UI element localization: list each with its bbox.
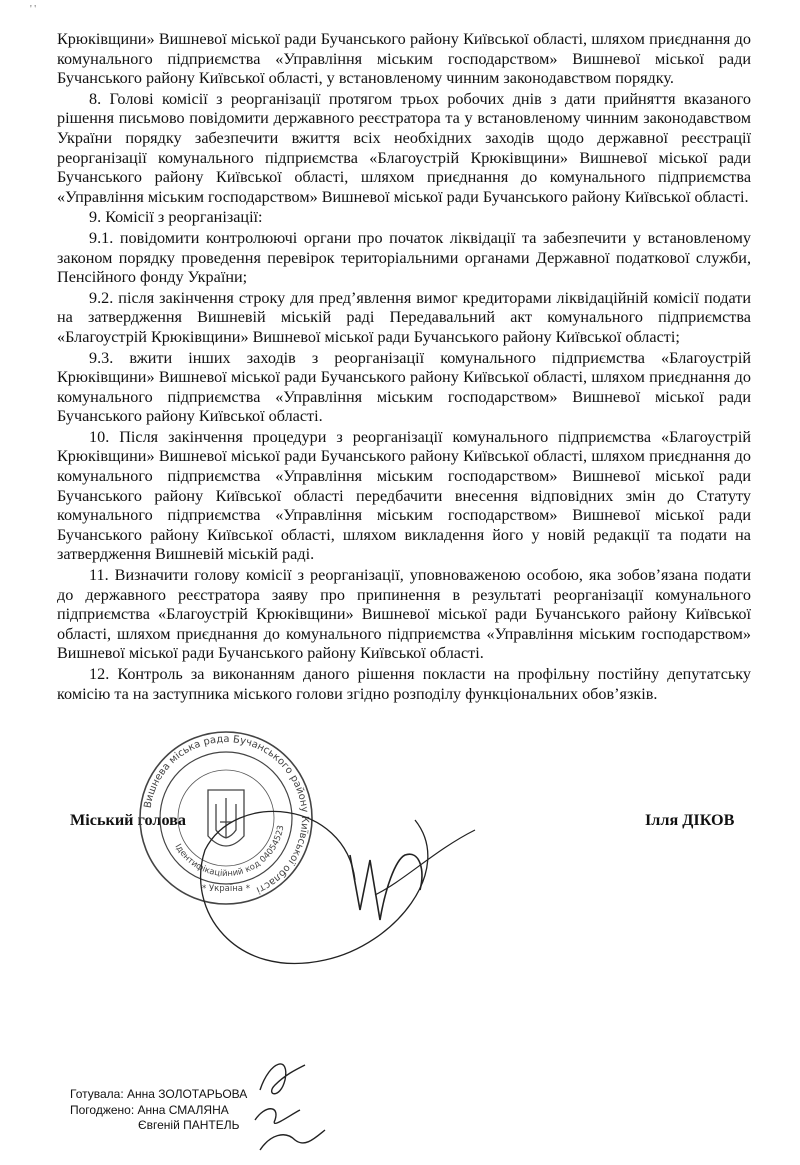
handwritten-signature [172, 760, 505, 980]
paragraph: 9. Комісії з реорганізації: [89, 208, 263, 227]
stamp-outer-text: Вишнева міська рада Бучанського району Київської області [142, 733, 311, 896]
agreed-by: Погоджено: Анна СМАЛЯНА [70, 1102, 229, 1117]
stamp-code-text: Ідентифікаційний код 04054523 [172, 824, 287, 880]
paragraph: Крюківщини» Вишневої міської ради Бучанського району Київської області, шляхом приєднання до комунального підприємства «Управління міським господарством» Вишневої міської ради Бучанського району Київської області, у встановленому чинним законодавством порядку. [57, 30, 751, 88]
paragraph: 9.2. після закінчення строку для пред’явлення вимог кредиторами ліквідаційній комісії подати на затвердження Вишневій міській раді Передавальний акт комунального підприємства «Благоустрій Крюківщини» Вишневої міської ради Бучанського району Київської області; [57, 288, 751, 346]
paragraph: 9.1. повідомити контролюючі органи про початок ліквідації та забезпечити у встановленому законом порядку проведення перевірок територіальними органами Державної податкової служби, Пенсійного фонду України; [57, 228, 751, 287]
document-body [57, 30, 751, 704]
stamp-country-text: * Україна * [202, 884, 250, 894]
approval-footer [70, 1087, 247, 1134]
initials-signature [250, 1050, 330, 1160]
paragraph: 8. Голові комісії з реорганізації протягом трьох робочих днів з дати прийняття вказаного рішення письмово повідомити державного реєстратора та у встановленому чинним законодавством України порядку забезпечити вжиття всіх необхідних заходів щодо державної реєстрації реорганізації комунального підприємства «Благоустрій Крюківщини» Вишневої міської ради Бучанського району Київської області, шляхом приєднання до комунального підприємства «Управління міським господарством» Вишневої міської ради Бучанського району Київської області. [57, 89, 751, 206]
signature-name: Ілля ДІКОВ [645, 811, 735, 829]
paragraph: 9.3. вжити інших заходів з реорганізації комунального підприємства «Благоустрій Крюківщини» Вишневої міської ради Бучанського району Київської області, шляхом приєднання до комунального підприємства «Управління міським господарством» Вишневої міської ради Бучанського району Київської області. [57, 348, 751, 426]
paragraph: 10. Після закінчення процедури з реорганізації комунального підприємства «Благоустрій Крюківщини» Вишневої міської ради Бучанського району Київської області, шляхом приєднання до комунального підприємства «Управління міським господарством» Вишневої міської ради Бучанського району Київської області передбачити внесення відповідних змін до Статуту комунального підприємства «Управління міським господарством» Вишневої міської ради Бучанського району Київської області, шляхом викладення його у новій редакції та подати на затвердження Вишневій міській раді. [57, 427, 751, 564]
corner-mark: ' ' [30, 4, 37, 15]
paragraph: 12. Контроль за виконанням даного рішення покласти на профільну постійну депутатську комісію та на заступника міського голови згідно розподілу функціональних обов’язків. [57, 665, 751, 703]
agreed-by-second: Євгеній ПАНТЕЛЬ [138, 1118, 240, 1132]
prepared-by: Готувала: Анна ЗОЛОТАРЬОВА [70, 1087, 248, 1101]
paragraph: 11. Визначити голову комісії з реорганізації, уповноваженою особою, яка зобов’язана подати до державного реєстратора заяву про припинення в результаті реорганізації комунального підприємства «Благоустрій Крюківщини» Вишневої міської ради Бучанського району Київської області, шляхом приєднання до комунального підприємства «Управління міським господарством» Вишневої міської ради Бучанського району Київської області. [57, 566, 751, 663]
signature-position: Міський голова [70, 811, 186, 829]
